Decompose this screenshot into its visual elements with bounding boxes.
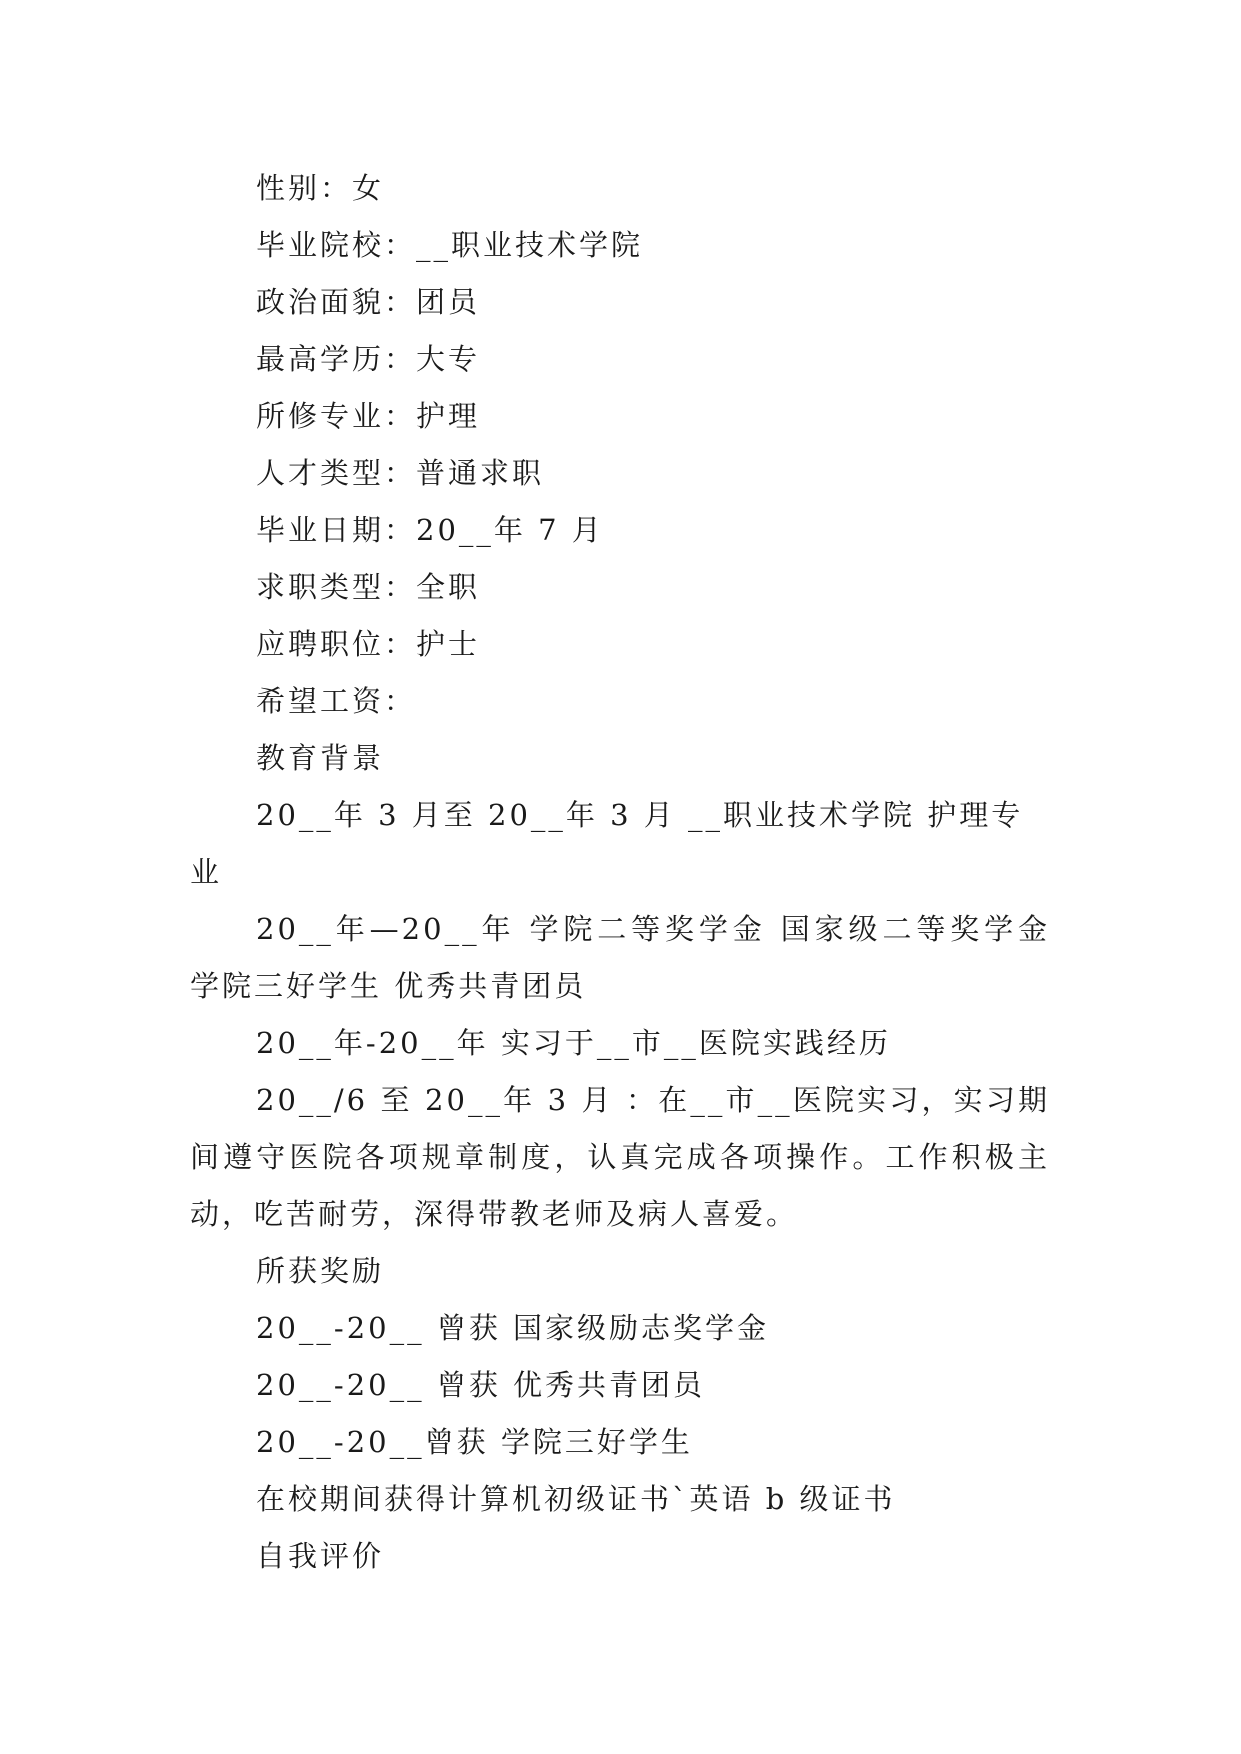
awards-heading: 所获奖励 [256, 1254, 385, 1288]
gender-line: 性别：女 [256, 171, 385, 205]
position-line: 应聘职位：护士 [256, 627, 481, 661]
self-evaluation-heading: 自我评价 [256, 1539, 385, 1573]
job-type-line: 求职类型：全职 [256, 570, 481, 604]
internship-heading-entry: 20__年-20__年 实习于__市__医院实践经历 [256, 1026, 891, 1060]
political-status-line: 政治面貌：团员 [256, 285, 481, 319]
graduation-date-line: 毕业日期：20__年 7 月 [256, 513, 604, 547]
scholarship-entry: 20__年—20__年 学院二等奖学金 国家级二等奖学金 学院三好学生 优秀共青团员 [190, 912, 1063, 1003]
education-level-line: 最高学历：大专 [256, 342, 481, 376]
certificates-line: 在校期间获得计算机初级证书`英语 b 级证书 [256, 1482, 896, 1516]
major-line: 所修专业：护理 [256, 399, 481, 433]
expected-salary-line: 希望工资： [256, 684, 417, 718]
document-body [190, 160, 1063, 1585]
award-entry: 20__-20__曾获 学院三好学生 [256, 1425, 693, 1459]
education-heading: 教育背景 [256, 741, 385, 775]
award-entry: 20__-20__ 曾获 国家级励志奖学金 [256, 1311, 770, 1345]
internship-description: 20__/6 至 20__年 3 月 ：在__市__医院实习，实习期间遵守医院各项规章制度，认真完成各项操作。工作积极主动，吃苦耐劳，深得带教老师及病人喜爱。 [190, 1083, 1050, 1231]
talent-type-line: 人才类型：普通求职 [256, 456, 545, 490]
school-line: 毕业院校：__职业技术学院 [256, 228, 644, 262]
award-entry: 20__-20__ 曾获 优秀共青团员 [256, 1368, 706, 1402]
education-entry: 20__年 3 月至 20__年 3 月 __职业技术学院 护理专业 [190, 798, 1024, 889]
